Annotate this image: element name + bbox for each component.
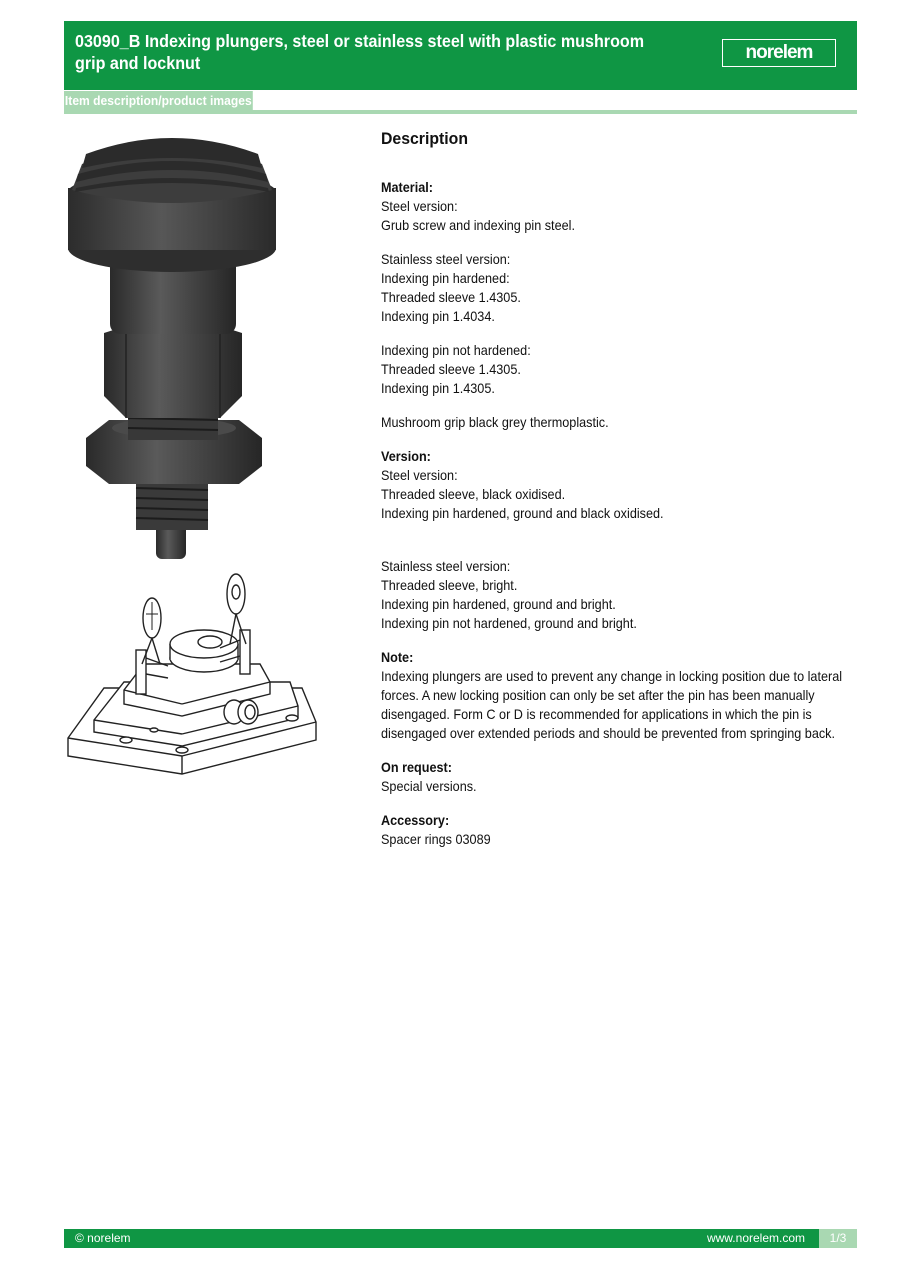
on-request-label: On request: (381, 760, 452, 775)
material-grip-block (381, 413, 851, 432)
description-heading: Description (381, 129, 468, 148)
text-line: Steel version: (381, 199, 458, 214)
section-label: Item description/product images (64, 93, 252, 108)
description-panel (381, 128, 851, 864)
copyright-text: © norelem (75, 1231, 131, 1245)
text-line: Indexing plungers are used to prevent any change in locking position due to lateral (381, 669, 843, 684)
text-line: Special versions. (381, 779, 477, 794)
material-stainless-block (381, 250, 851, 326)
text-line: Steel version: (381, 468, 458, 483)
note-block (381, 648, 851, 743)
text-line: Threaded sleeve, black oxidised. (381, 487, 566, 502)
text-line: Mushroom grip black grey thermoplastic. (381, 415, 609, 430)
accessory-label: Accessory: (381, 813, 450, 828)
text-line: disengaged. Form C or D is recommended for applications in which the pin is (381, 707, 812, 722)
document-title: 03090_B Indexing plungers, steel or stainless steel with plastic mushroom grip and locknut (75, 31, 645, 73)
website-link[interactable]: www.norelem.com (706, 1231, 805, 1245)
text-line: Indexing pin hardened, ground and bright. (381, 597, 616, 612)
text-line: disengaged over extended periods and should be prevented from springing back. (381, 726, 836, 741)
version-stainless-block (381, 557, 851, 633)
text-line: Indexing pin not hardened: (381, 343, 531, 358)
page-footer (64, 1229, 857, 1248)
text-line: Grub screw and indexing pin steel. (381, 218, 575, 233)
text-line: Indexing pin hardened: (381, 271, 510, 286)
accessory-block (381, 811, 851, 849)
indexing-plunger-photo (64, 128, 284, 568)
norelem-logo (722, 39, 836, 67)
material-steel-block (381, 178, 851, 235)
page-header (64, 21, 857, 90)
text-line: Threaded sleeve 1.4305. (381, 290, 521, 305)
text-line: Indexing pin 1.4034. (381, 309, 495, 324)
note-label: Note: (381, 650, 414, 665)
fixture-application-drawing (64, 570, 320, 782)
text-line: Indexing pin 1.4305. (381, 381, 495, 396)
text-line: Threaded sleeve 1.4305. (381, 362, 521, 377)
version-label: Version: (381, 449, 431, 464)
text-line: Spacer rings 03089 (381, 832, 491, 847)
text-line: Threaded sleeve, bright. (381, 578, 518, 593)
text-line: Indexing pin not hardened, ground and bright. (381, 616, 637, 631)
text-line: forces. A new locking position can only be set after the pin has been manually (381, 688, 815, 703)
page-number: 1/3 (819, 1229, 857, 1248)
text-line: Stainless steel version: (381, 252, 511, 267)
text-line: Indexing pin hardened, ground and black oxidised. (381, 506, 664, 521)
text-line: Stainless steel version: (381, 559, 511, 574)
logo-text: norelem (745, 42, 813, 63)
version-steel-block (381, 447, 851, 523)
material-label: Material: (381, 180, 433, 195)
on-request-block (381, 758, 851, 796)
subheader-rule (64, 110, 857, 114)
material-not-hardened-block (381, 341, 851, 398)
